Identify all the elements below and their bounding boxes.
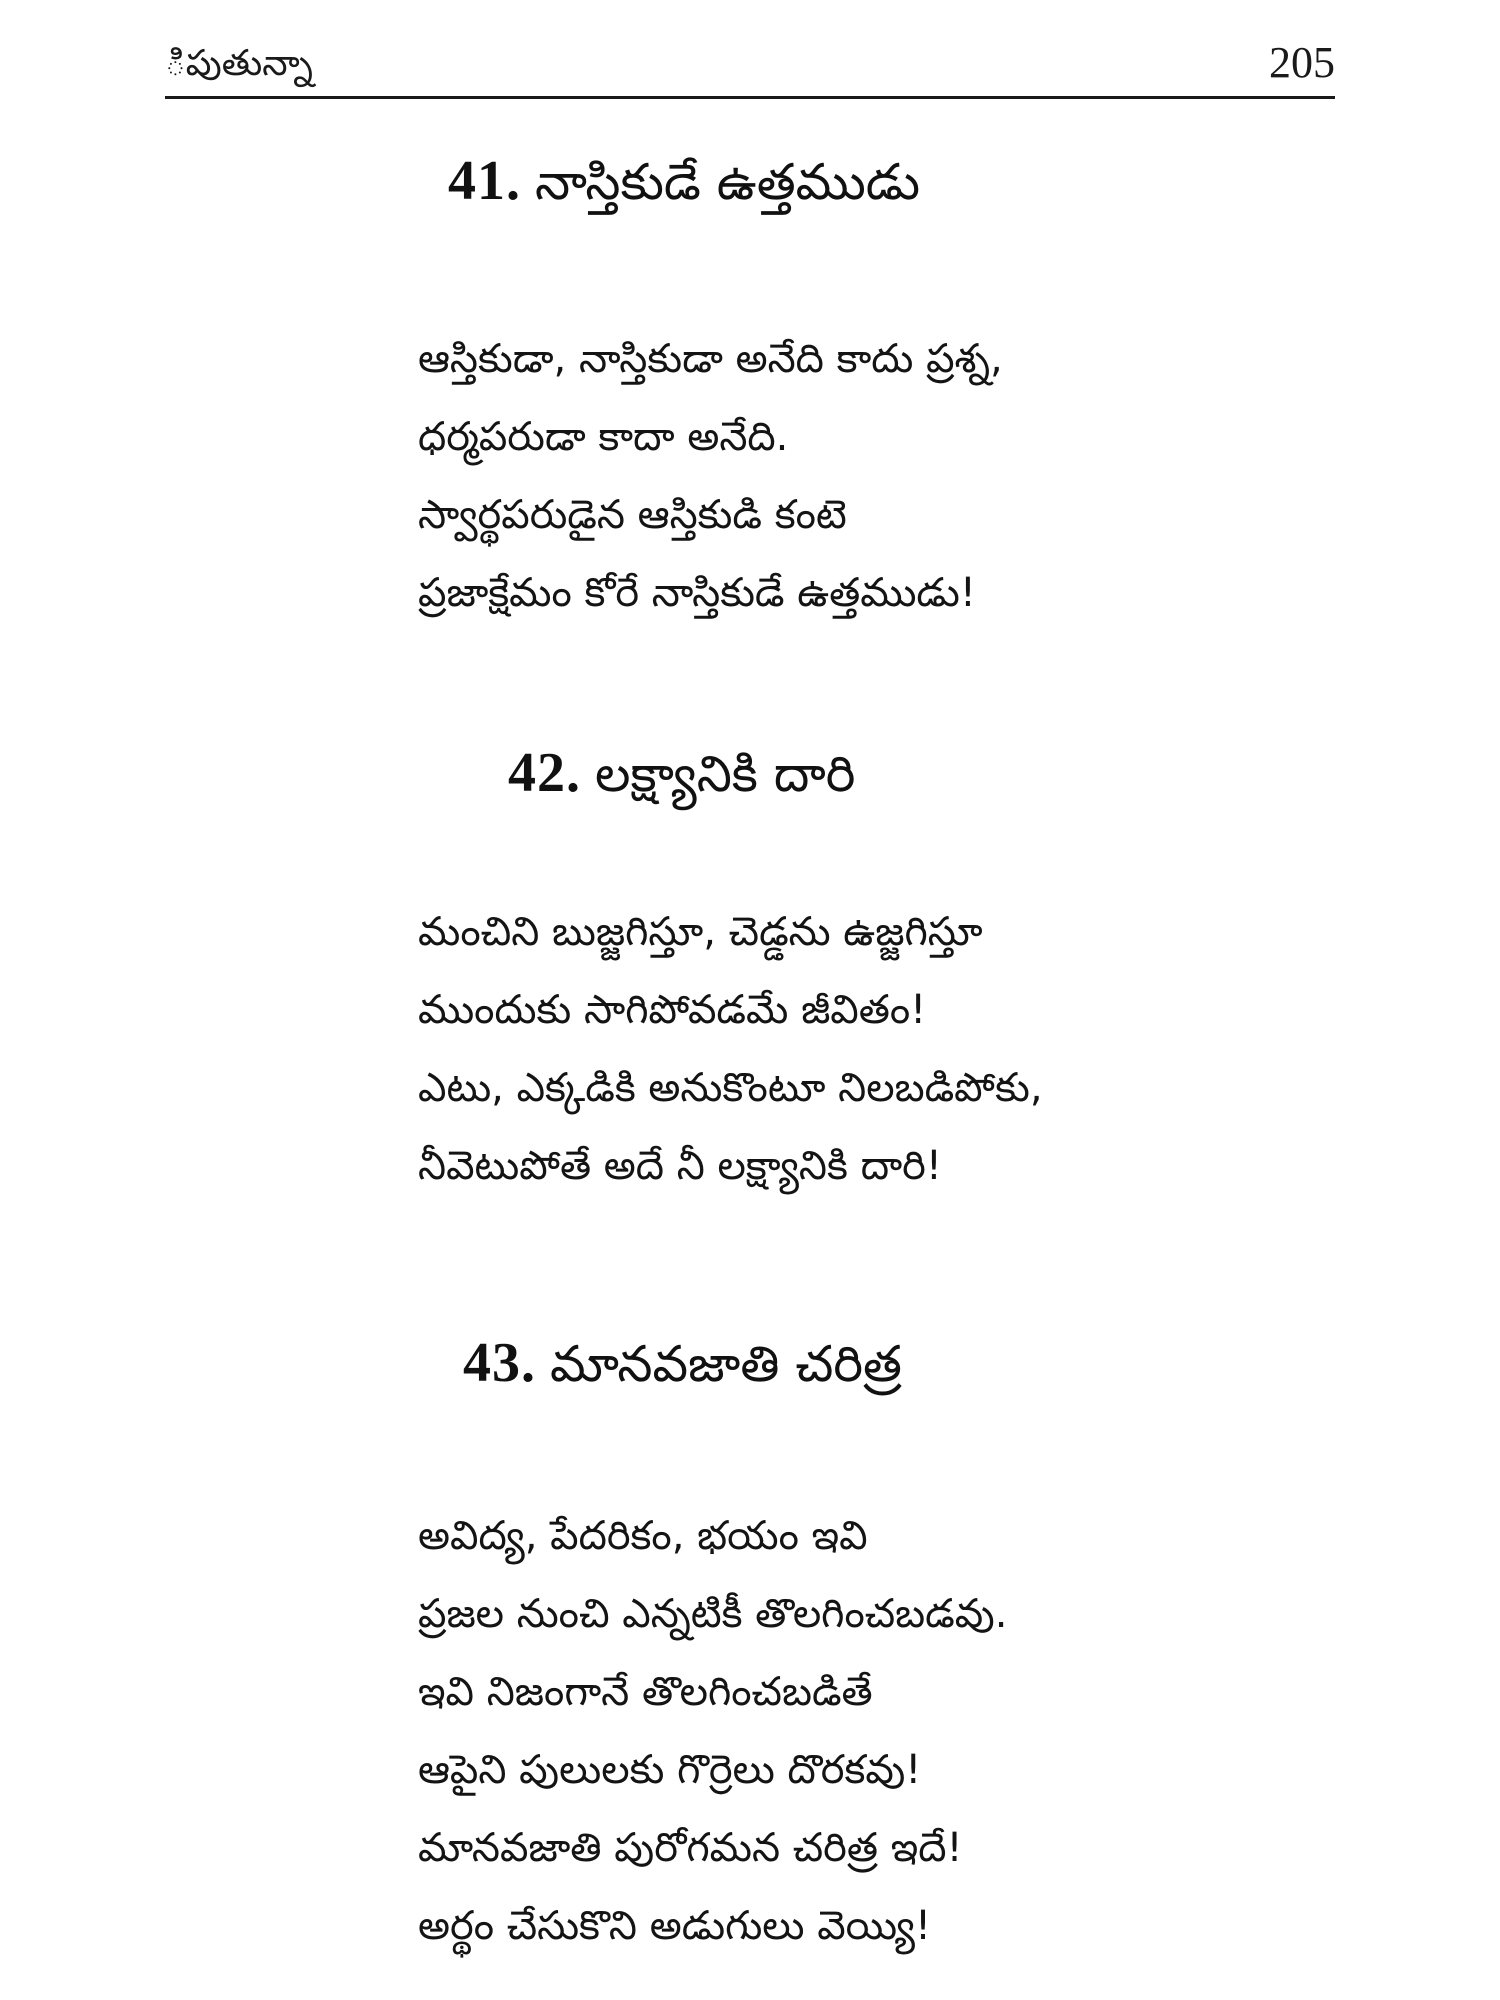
poem-line: ఆపైని పులులకు గొర్రెలు దొరకవు! <box>418 1747 922 1793</box>
poem-line: స్వార్థపరుడైన ఆస్తికుడి కంటె <box>418 492 847 538</box>
poem-lines <box>418 1497 1007 1965</box>
running-header <box>165 34 1335 96</box>
poem-line: అర్థం చేసుకొని అడుగులు వెయ్యి! <box>418 1903 932 1949</box>
page-number: 205 <box>1269 38 1335 87</box>
poem-line: నీవెటుపోతే అదే నీ లక్ష్యానికి దారి! <box>418 1143 942 1189</box>
poem-title: లక్ష్యానికి దారి <box>595 745 856 803</box>
poem-heading <box>508 738 855 808</box>
header-rule <box>165 96 1335 99</box>
poem-line: ఆస్తికుడా, నాస్తికుడా అనేది కాదు ప్రశ్న, <box>418 336 1003 382</box>
running-title: ిపుతున్నా <box>165 43 313 84</box>
poem-line: అవిద్య, పేదరికం, భయం ఇవి <box>418 1513 868 1559</box>
poem-number: 42. <box>508 742 581 804</box>
poem-number: 41. <box>448 150 521 212</box>
poem-heading <box>448 146 920 216</box>
poem-line: ఇవి నిజంగానే తొలగించబడితే <box>418 1669 873 1715</box>
poem-heading <box>463 1328 902 1398</box>
poem-line: ప్రజల నుంచి ఎన్నటికీ తొలగించబడవు. <box>418 1591 1008 1637</box>
poem-line: ఎటు, ఎక్కడికి అనుకొంటూ నిలబడిపోకు, <box>418 1065 1043 1111</box>
poem-line: ముందుకు సాగిపోవడమే జీవితం! <box>418 987 927 1033</box>
poem-title: నాస్తికుడే ఉత్తముడు <box>535 153 921 211</box>
poem-line: ప్రజాక్షేమం కోరే నాస్తికుడే ఉత్తముడు! <box>418 570 976 616</box>
poem-title: మానవజాతి చరిత్ర <box>550 1335 902 1393</box>
poem-line: ధర్మపరుడా కాదా అనేది. <box>418 414 789 460</box>
poem-number: 43. <box>463 1332 536 1394</box>
poem-line: మానవజాతి పురోగమన చరిత్ర ఇదే! <box>418 1825 963 1871</box>
poem-line: మంచిని బుజ్జగిస్తూ, చెడ్డను ఉజ్జగిస్తూ <box>418 909 983 955</box>
poem-lines <box>418 893 1043 1205</box>
poem-lines <box>418 320 1003 632</box>
